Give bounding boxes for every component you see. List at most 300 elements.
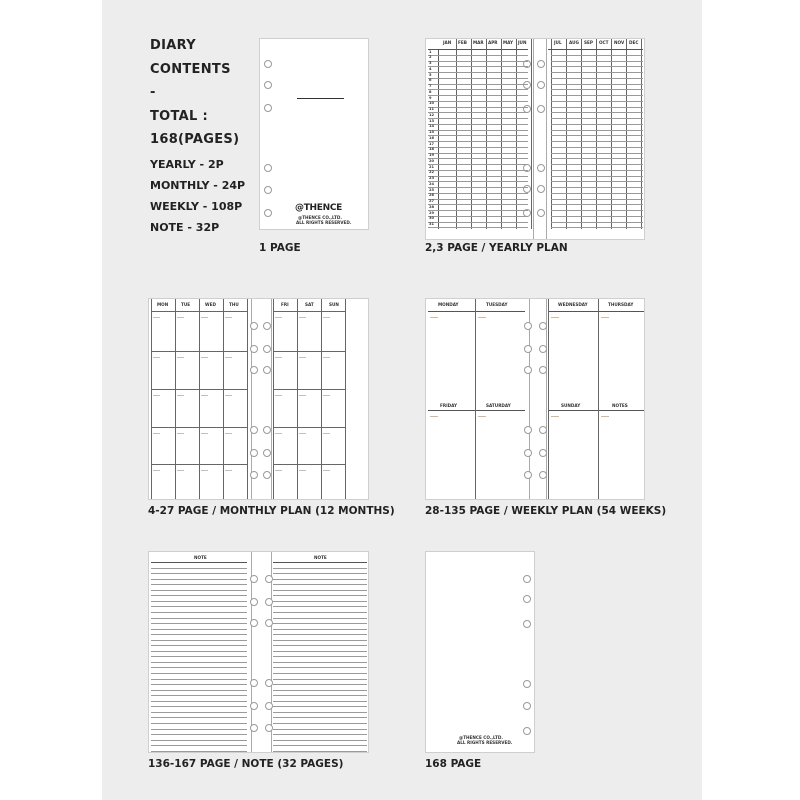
binder-hole [250,619,258,627]
ruled-line [273,645,367,646]
binder-hole [264,104,272,112]
row-rule [551,227,643,228]
diary-contents-heading [150,34,239,152]
ruled-line [273,612,367,613]
month-label: DEC [629,40,639,45]
ruled-line [151,634,247,635]
caption-note: 136-167 PAGE / NOTE (32 PAGES) [148,758,344,770]
ruled-line [273,579,367,580]
ruled-line [273,679,367,680]
weekday-label: WED [205,302,216,307]
weekday-label: WEDNESDAY [558,302,588,307]
title-line [297,98,344,99]
binder-hole [523,81,531,89]
date-dash [299,470,306,471]
ruled-line [273,745,367,746]
ruled-line [273,590,367,591]
binder-hole [523,680,531,688]
binder-hole [537,164,545,172]
ruled-line [273,568,367,569]
weekday-label: SUN [329,302,339,307]
ruled-line [151,623,247,624]
month-label: SEP [584,40,593,45]
row-rule [551,199,643,200]
row-rule [551,101,643,102]
binder-hole [539,366,547,374]
heading-line: - [150,85,156,100]
rights-line: ALL RIGHTS RESERVED. [457,740,513,745]
column-rule [151,299,152,499]
day-number: 20 [429,158,435,163]
row-rule [151,311,247,312]
month-column-rule [626,39,627,229]
day-number: 18 [429,147,435,152]
column-rule [273,299,274,499]
month-label: AUG [569,40,579,45]
column-rule [321,299,322,499]
breakdown-monthly: MONTHLY - 24P [150,179,246,192]
ruled-line [151,651,247,652]
binder-hole [523,164,531,172]
day-number: 26 [429,193,435,198]
day-number: 28 [429,204,435,209]
ruled-line [273,740,367,741]
date-dash [275,317,282,318]
ruled-line [151,734,247,735]
date-dash [299,433,306,434]
row-rule [428,181,528,182]
day-number: 25 [429,187,435,192]
breakdown-note: NOTE - 32P [150,221,220,234]
gutter-line [546,39,547,240]
row-rule [551,210,643,211]
ruled-line [151,601,247,602]
row-rule [551,84,643,85]
ruled-line [151,618,247,619]
binder-hole [537,60,545,68]
ruled-line [151,656,247,657]
row-rule [428,199,528,200]
gutter-line [533,39,534,240]
row-rule [551,193,643,194]
caption-cover: 1 PAGE [259,242,301,254]
heading-line: DIARY [150,38,196,53]
ruled-line [273,573,367,574]
weekday-label: FRIDAY [440,403,457,408]
date-dash [201,357,208,358]
ruled-line [151,667,247,668]
weekday-label: MONDAY [438,302,459,307]
row-rule [551,147,643,148]
row-rule [428,222,528,223]
binder-hole [539,471,547,479]
row-rule [428,193,528,194]
day-number: 1 [429,49,432,54]
caption-yearly: 2,3 PAGE / YEARLY PLAN [425,242,568,254]
day-number: 3 [429,61,432,65]
row-rule [551,55,643,56]
binder-hole [524,426,532,434]
row-rule [551,204,643,205]
day-number: 29 [429,210,435,215]
binder-hole [537,209,545,217]
ruled-line [151,640,247,641]
row-rule [428,78,528,79]
row-rule [273,311,345,312]
row-rule [428,112,528,113]
date-dash [478,416,486,417]
date-dash [299,357,306,358]
row-rule [551,141,643,142]
row-rule [151,389,247,390]
day-number: 12 [429,112,435,117]
breakdown-weekly: WEEKLY - 108P [150,200,243,213]
weekday-label: SATURDAY [486,403,511,408]
row-rule [428,141,528,142]
weekday-label: SUNDAY [561,403,581,408]
date-dash [177,395,184,396]
binder-hole [265,598,273,606]
binder-hole [265,679,273,687]
row-rule [428,130,528,131]
date-dash [201,470,208,471]
ruled-line [273,695,367,696]
weekday-label: TUE [181,302,191,307]
binder-hole [539,449,547,457]
copyright-line: @THENCE CO.,LTD. [459,735,503,740]
ruled-line [273,623,367,624]
day-number: 8 [429,89,432,94]
date-dash [225,317,232,318]
ruled-line [273,667,367,668]
header-rule [428,311,525,312]
day-number: 5 [429,72,432,77]
cover-page-thumbnail [259,38,369,230]
row-rule [551,112,643,113]
ruled-line [151,751,247,752]
binder-hole [263,449,271,457]
row-rule [428,170,528,171]
row-rule [428,107,528,108]
day-number: 9 [429,95,432,100]
ruled-line [151,579,247,580]
binder-hole [265,702,273,710]
month-label: OCT [599,40,609,45]
row-rule [428,158,528,159]
date-dash [299,317,306,318]
month-column-rule [456,39,457,229]
date-dash [225,470,232,471]
row-rule [551,72,643,73]
caption-monthly: 4-27 PAGE / MONTHLY PLAN (12 MONTHS) [148,505,395,517]
weekday-label: THURSDAY [608,302,634,307]
binder-hole [537,185,545,193]
date-dash [299,395,306,396]
day-column-rule [438,49,439,229]
day-number: 4 [429,66,432,71]
ruled-line [151,612,247,613]
note-spread [148,551,369,753]
row-rule [428,153,528,154]
note-header: NOTE [194,555,207,560]
column-rule [345,299,346,499]
column-rule [548,299,549,499]
row-rule [428,84,528,85]
ruled-line [273,706,367,707]
ruled-line [273,734,367,735]
heading-line: TOTAL : [150,108,208,124]
binder-hole [263,426,271,434]
rights-line: ALL RIGHTS RESERVED. [296,220,352,225]
ruled-line [273,684,367,685]
header-rule [548,49,643,50]
day-number: 11 [429,107,435,111]
row-rule [151,427,247,428]
day-number: 24 [429,181,435,186]
date-dash [323,433,330,434]
caption-last: 168 PAGE [425,758,482,770]
breakdown-yearly: YEARLY - 2P [150,158,224,171]
row-rule [273,464,345,465]
day-number: 2 [429,55,432,60]
row-rule [428,55,528,56]
row-rule [551,95,643,96]
row-rule [428,118,528,119]
ruled-line [273,640,367,641]
binder-hole [523,727,531,735]
copyright-line: @THENCE CO.,LTD. [298,215,342,220]
date-dash [323,317,330,318]
month-column-rule [551,39,552,229]
binder-hole [524,345,532,353]
ruled-line [273,656,367,657]
day-number: 23 [429,176,435,180]
date-dash [153,470,160,471]
day-number: 21 [429,164,435,169]
ruled-line [151,629,247,630]
binder-hole [250,322,258,330]
heading-line: 168(PAGES) [150,132,240,147]
ruled-line [151,745,247,746]
column-rule [175,299,176,499]
day-number: 27 [429,199,435,203]
ruled-line [151,740,247,741]
ruled-line [151,690,247,691]
header-rule [428,49,528,50]
column-rule [297,299,298,499]
month-label: JAN [443,40,452,45]
brand-logo: @THENCE [295,203,343,213]
ruled-line [151,706,247,707]
binder-hole [523,702,531,710]
day-number: 15 [429,130,435,134]
row-rule [428,66,528,67]
column-rule [598,299,599,499]
row-rule [551,158,643,159]
binder-hole [250,575,258,583]
day-number: 16 [429,135,435,140]
month-label: JUL [554,40,562,45]
column-rule [475,299,476,499]
binder-hole [250,366,258,374]
date-dash [323,395,330,396]
row-rule [273,427,345,428]
binder-hole [539,426,547,434]
weekday-label: NOTES [612,403,628,408]
month-column-rule [471,39,472,229]
ruled-line [273,712,367,713]
caption-weekly: 28-135 PAGE / WEEKLY PLAN (54 WEEKS) [425,505,667,517]
month-column-rule [531,39,532,229]
ruled-line [151,645,247,646]
binder-hole [537,81,545,89]
row-rule [428,147,528,148]
month-label: MAR [473,40,484,45]
weekday-label: TUESDAY [486,302,508,307]
row-rule [151,351,247,352]
ruled-line [151,673,247,674]
binder-hole [263,471,271,479]
ruled-line [273,584,367,585]
ruled-line [151,723,247,724]
ruled-line [273,751,367,752]
column-rule [223,299,224,499]
ruled-line [273,651,367,652]
page-breakdown [150,154,245,238]
date-dash [153,357,160,358]
last-page-thumbnail [425,551,535,753]
row-rule [273,351,345,352]
day-number: 6 [429,78,432,83]
binder-hole [250,345,258,353]
binder-hole [265,724,273,732]
ruled-line [273,634,367,635]
binder-hole [250,724,258,732]
binder-hole [263,345,271,353]
ruled-line [273,717,367,718]
date-dash [551,317,559,318]
header-rule [273,562,367,563]
binder-hole [523,595,531,603]
gutter-line [271,299,272,500]
weekday-label: SAT [305,302,314,307]
ruled-line [273,629,367,630]
binder-hole [537,105,545,113]
month-column-rule [596,39,597,229]
binder-hole [250,426,258,434]
binder-hole [265,619,273,627]
day-number: 13 [429,118,435,123]
ruled-line [151,712,247,713]
row-rule [428,176,528,177]
day-number: 22 [429,170,435,175]
month-column-rule [516,39,517,229]
ruled-line [151,662,247,663]
row-rule [551,170,643,171]
date-dash [275,470,282,471]
row-rule [551,164,643,165]
month-label: APR [488,40,498,45]
row-rule [428,89,528,90]
binder-hole [523,575,531,583]
binder-hole [250,471,258,479]
ruled-line [273,729,367,730]
row-rule [428,95,528,96]
row-rule [551,78,643,79]
date-dash [153,317,160,318]
row-rule [551,176,643,177]
binder-hole [524,471,532,479]
binder-hole [263,322,271,330]
weekday-label: MON [157,302,169,307]
row-rule [551,216,643,217]
date-dash [275,395,282,396]
ruled-line [273,690,367,691]
ruled-line [273,662,367,663]
date-dash [601,416,609,417]
month-column-rule [566,39,567,229]
row-rule [428,204,528,205]
month-column-rule [641,39,642,229]
row-rule [428,72,528,73]
binder-hole [264,209,272,217]
binder-hole [250,598,258,606]
ruled-line [151,590,247,591]
binder-hole [539,345,547,353]
ruled-line [273,723,367,724]
column-rule [199,299,200,499]
row-rule [151,499,247,500]
ruled-line [151,695,247,696]
month-label: JUN [518,40,527,45]
binder-hole [524,449,532,457]
ruled-line [151,568,247,569]
binder-hole [264,186,272,194]
binder-hole [264,81,272,89]
ruled-line [151,584,247,585]
date-dash [201,395,208,396]
ruled-line [273,618,367,619]
date-dash [478,317,486,318]
ruled-line [273,601,367,602]
ruled-line [273,606,367,607]
ruled-line [151,606,247,607]
ruled-line [151,679,247,680]
row-rule [551,187,643,188]
weekday-label: THU [229,302,239,307]
row-rule [428,216,528,217]
row-rule [551,66,643,67]
binder-hole [250,679,258,687]
row-rule [551,118,643,119]
month-column-rule [486,39,487,229]
row-rule [273,499,345,500]
ruled-line [151,684,247,685]
ruled-line [151,729,247,730]
heading-line: CONTENTS [150,61,231,77]
month-column-rule [611,39,612,229]
row-rule [551,130,643,131]
row-rule [428,101,528,102]
weekly-plan-spread [425,298,645,500]
binder-hole [523,620,531,628]
header-rule [151,562,247,563]
date-dash [323,470,330,471]
row-rule [551,153,643,154]
binder-hole [264,60,272,68]
header-rule [548,311,644,312]
binder-hole [539,322,547,330]
